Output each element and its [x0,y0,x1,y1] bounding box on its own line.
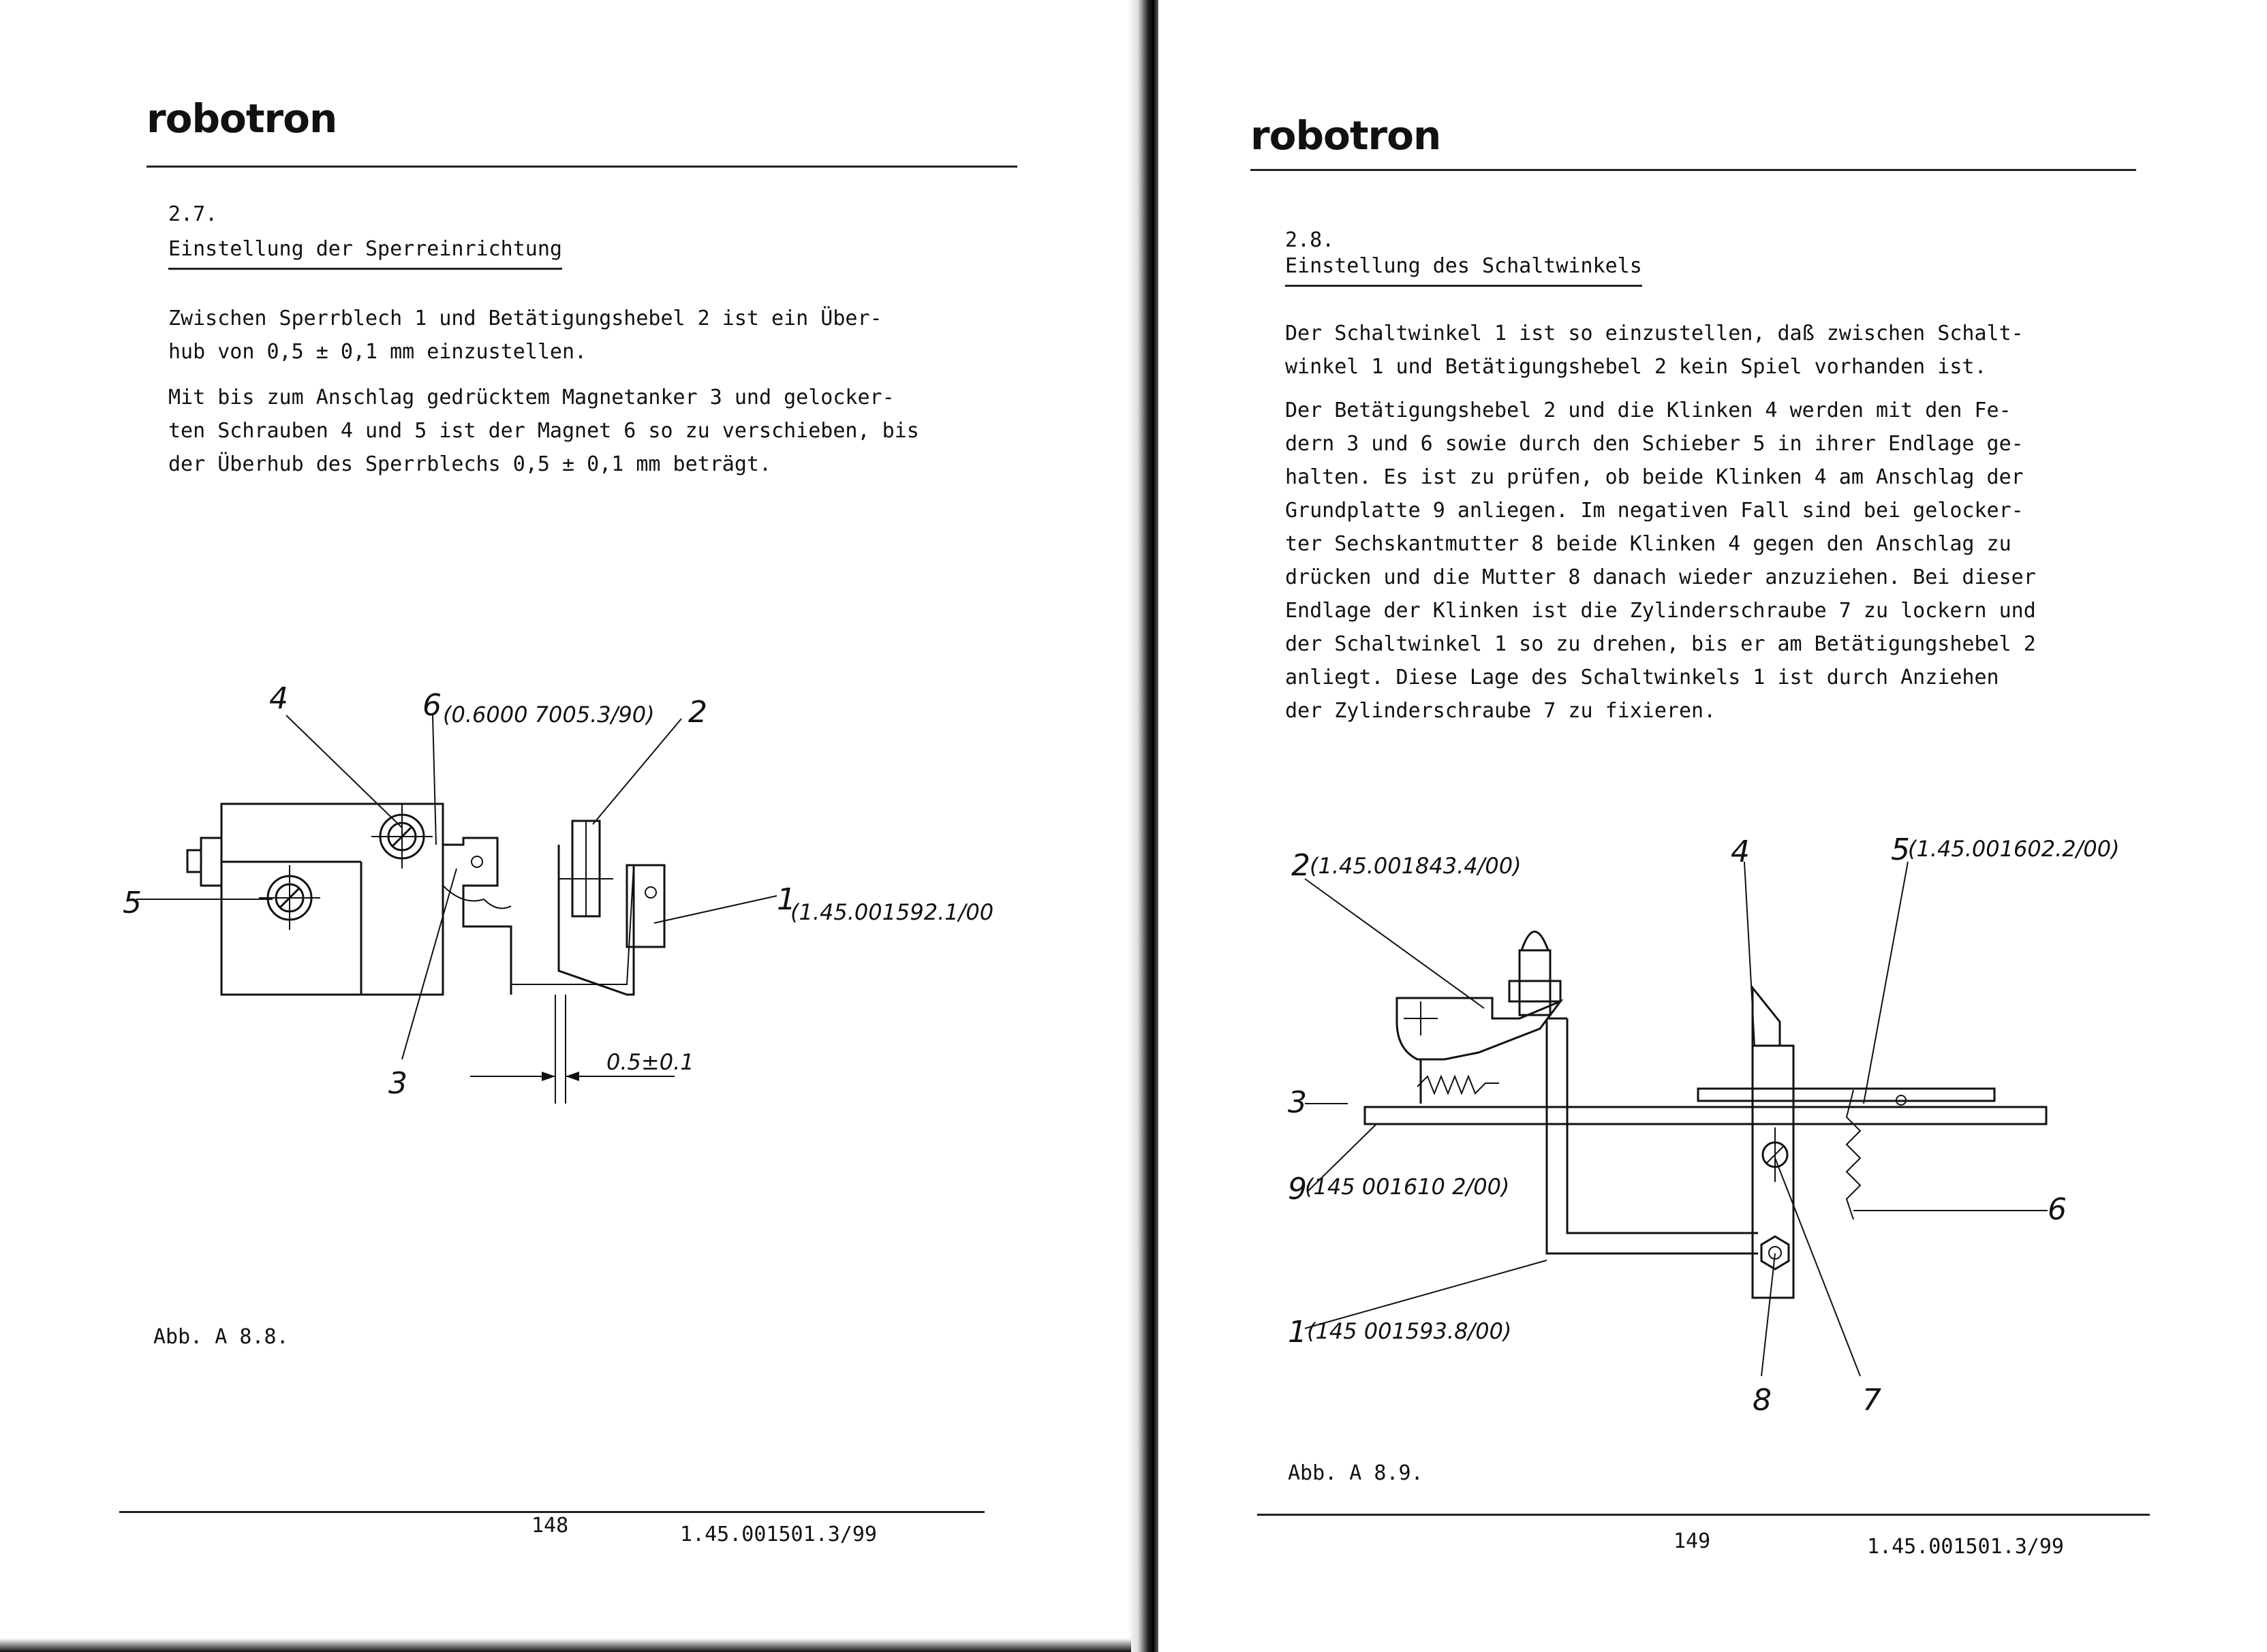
label-5-part-number: (1.45.001602.2/00) [1908,836,2120,862]
label-1-part-number: (145 001593.8/00) [1307,1318,1512,1344]
pawl-4-top [1753,988,1780,1046]
plate-1-pin [645,887,656,898]
armature-pin [472,856,482,867]
label-2: 2 [1291,848,1310,883]
armature-break-line [443,886,511,908]
leader-6 [433,715,436,845]
section-title: Einstellung der Sperreinrichtung [168,237,562,270]
robotron-logo: robotron [146,95,337,142]
label-1: 1 [1288,1315,1307,1350]
angle-1-outer [1547,1018,1758,1253]
label-5: 5 [123,886,142,920]
figure-caption: Abb. A 8.8. [153,1325,289,1349]
bracket-outline [559,845,634,995]
label-6: 6 [422,688,442,723]
armature-3 [443,838,511,995]
nut-8 [1761,1236,1789,1269]
label-7: 7 [1862,1383,1881,1418]
figure-a-8-8 [0,0,1131,1652]
leader-7 [1775,1158,1860,1376]
page-number: 148 [531,1514,569,1538]
angle-1-inner [1567,1018,1758,1233]
magnet-stud [201,838,221,886]
lever-2-stud [1520,950,1550,1015]
section-number: 2.8. [1285,228,1335,252]
right-page [1158,0,2267,1652]
paragraph-1: Der Schaltwinkel 1 ist so einzustellen, daß zwischen Schalt- winkel 1 und Betätigungshebel 2 kein Spiel vorhanden ist. [1285,322,2024,379]
footer-rule [119,1511,985,1513]
label-3: 3 [1288,1085,1307,1120]
label-4: 4 [1731,835,1750,869]
page-edge-shadow [0,1638,1131,1652]
document-number: 1.45.001501.3/99 [1867,1535,2064,1559]
label-1-part-number: (1.45.001592.1/00 [790,899,994,925]
lever-2-stud-top [1522,932,1548,951]
slider-5 [1698,1089,1994,1101]
pawl-4 [1753,1046,1793,1298]
figure-caption: Abb. A 8.9. [1288,1461,1423,1485]
label-2-part-number: (1.45.001843.4/00) [1310,853,1522,879]
paragraph-2: Der Betätigungshebel 2 und die Klinken 4 werden mit den Fe- dern 3 und 6 sowie durch den Schieber 5 in ihrer Endlage ge- halten. Es ist zu prüfen, ob beide Klinken 4 am Anschlag der Grundplatte 9 anliegen. Im negativen Fall sind bei gelocker- ter Sechskantmutter 8 beide Klinken 4 gegen den Anschlag zu drücken und die Mutter 8 danach wieder anzuziehen. Bei dieser Endlage der Klinken ist die Zylinderschraube 7 zu lockern und der Schaltwinkel 1 so zu drehen, bis er am Betätigungshebel 2 anliegt. Diese Lage des Schaltwinkels 1 ist durch Anziehen der Zylinderschraube 7 zu fixieren. [1285,399,2036,723]
leader-1 [654,896,777,923]
document-number: 1.45.001501.3/99 [680,1523,877,1546]
footer-rule [1257,1514,2150,1516]
label-2: 2 [688,695,707,730]
book-gutter [1128,0,1162,1652]
leader-2 [1305,879,1484,1008]
left-page [0,0,1131,1652]
dimension-arrowhead-1 [542,1072,555,1081]
label-8: 8 [1753,1383,1772,1418]
leader-8 [1761,1253,1775,1376]
magnet-stud-nut [187,850,201,872]
label-1: 1 [777,882,796,917]
leader-5 [1864,862,1908,1104]
section-number: 2.7. [168,202,218,226]
section-title: Einstellung des Schaltwinkels [1285,254,1642,287]
base-plate-9 [1365,1107,2046,1124]
figure-a-8-9 [1158,0,2267,1652]
leader-2 [593,719,681,824]
lever-2-nut [1509,981,1560,1001]
spring-6 [1847,1090,1860,1219]
robotron-logo: robotron [1250,112,1441,159]
paragraph-2: Mit bis zum Anschlag gedrücktem Magnetanker 3 und gelocker- ten Schrauben 4 und 5 ist der Magnet 6 so zu verschieben, bis der Überhub des Sperrblechs 0,5 ± 0,1 mm beträgt. [168,386,919,476]
spring-3 [1417,1076,1499,1093]
page-number: 149 [1674,1529,1711,1553]
paragraph-1: Zwischen Sperrblech 1 und Betätigungshebel 2 ist ein Über- hub von 0,5 ± 0,1 mm einzustellen. [168,307,882,364]
dimension-label: 0.5±0.1 [606,1049,694,1075]
label-6: 6 [2048,1192,2067,1227]
label-4: 4 [269,681,288,716]
dimension-arrowhead-2 [566,1072,579,1081]
label-3: 3 [388,1066,407,1101]
label-5: 5 [1891,832,1910,867]
label-6-part-number: (0.6000 7005.3/90) [443,702,655,728]
label-9: 9 [1288,1172,1307,1206]
leader-4 [286,715,402,828]
leader-3 [402,869,457,1059]
label-9-part-number: (145 001610 2/00) [1305,1174,1510,1200]
